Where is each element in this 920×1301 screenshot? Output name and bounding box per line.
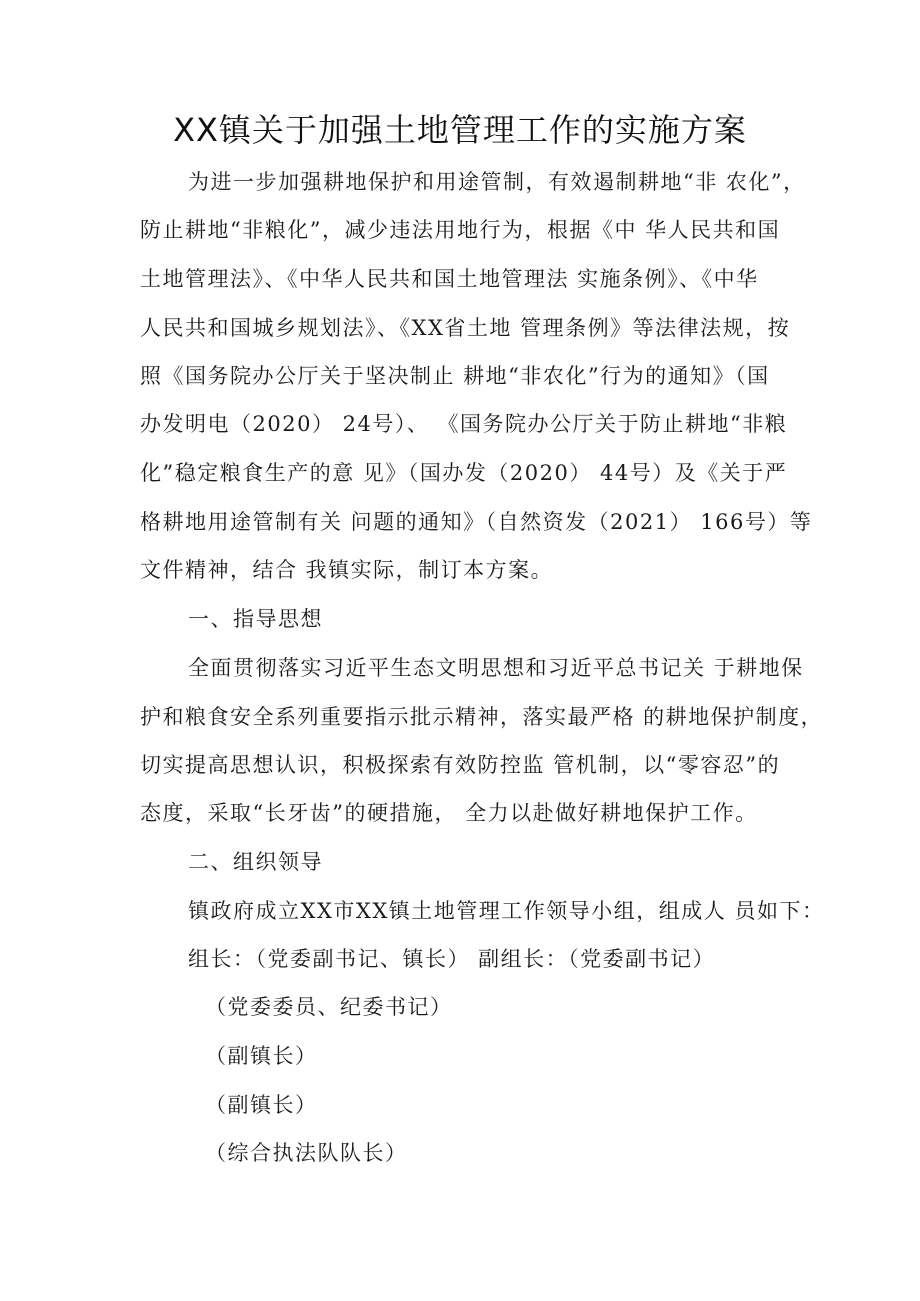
paragraph-intro-line-7: 化”稳定粮食生产的意 见》（国办发（2020） 44号）及《关于严	[140, 461, 788, 485]
member-entry-3: （副镇长）	[205, 1093, 318, 1117]
document-title: XX镇关于加强土地管理工作的实施方案	[173, 111, 747, 149]
member-entry-1: （党委委员、纪委书记）	[205, 995, 453, 1019]
paragraph-intro-line-6: 办发明电（2020） 24号）、 《国务院办公厅关于防止耕地“非粮	[140, 412, 788, 436]
paragraph-intro-line-4: 人民共和国城乡规划法》、《XX省土地 管理条例》等法律法规，按	[140, 316, 791, 340]
member-entry-2: （副镇长）	[205, 1044, 318, 1068]
paragraph-intro-line-5: 照《国务院办公厅关于坚决制止 耕地“非农化”行为的通知》（国	[140, 364, 770, 388]
paragraph-guiding-line-4: 态度，采取“长牙齿”的硬措施， 全力以赴做好耕地保护工作。	[140, 801, 758, 825]
paragraph-intro-line-1: 为进一步加强耕地保护和用途管制，有效遏制耕地“非 农化”，	[188, 170, 806, 194]
paragraph-organization-line-2: 组长：（党委副书记、镇长） 副组长：（党委副书记）	[188, 947, 716, 971]
paragraph-guiding-line-2: 护和粮食安全系列重要指示批示精神，落实最严格 的耕地保护制度，	[140, 705, 824, 729]
paragraph-organization-line-1: 镇政府成立XX市XX镇土地管理工作领导小组，组成人 员如下：	[188, 899, 825, 923]
paragraph-guiding-line-1: 全面贯彻落实习近平生态文明思想和习近平总书记关 于耕地保	[188, 656, 804, 680]
section-heading-guiding-thought: 一、指导思想	[188, 607, 323, 631]
paragraph-intro-line-8: 格耕地用途管制有关 问题的通知》（自然资发（2021） 166号）等	[140, 510, 813, 534]
member-entry-4: （综合执法队队长）	[205, 1141, 408, 1165]
paragraph-intro-line-2: 防止耕地“非粮化”，减少违法用地行为，根据《中 华人民共和国	[140, 218, 781, 242]
paragraph-intro-line-3: 土地管理法》、《中华人民共和国土地管理法 实施条例》、《中华	[140, 267, 759, 291]
paragraph-guiding-line-3: 切实提高思想认识，积极探索有效防控监 管机制，以“零容忍”的	[140, 753, 781, 777]
section-heading-organization: 二、组织领导	[188, 850, 323, 874]
paragraph-intro-line-9: 文件精神，结合 我镇实际，制订本方案。	[140, 558, 554, 582]
